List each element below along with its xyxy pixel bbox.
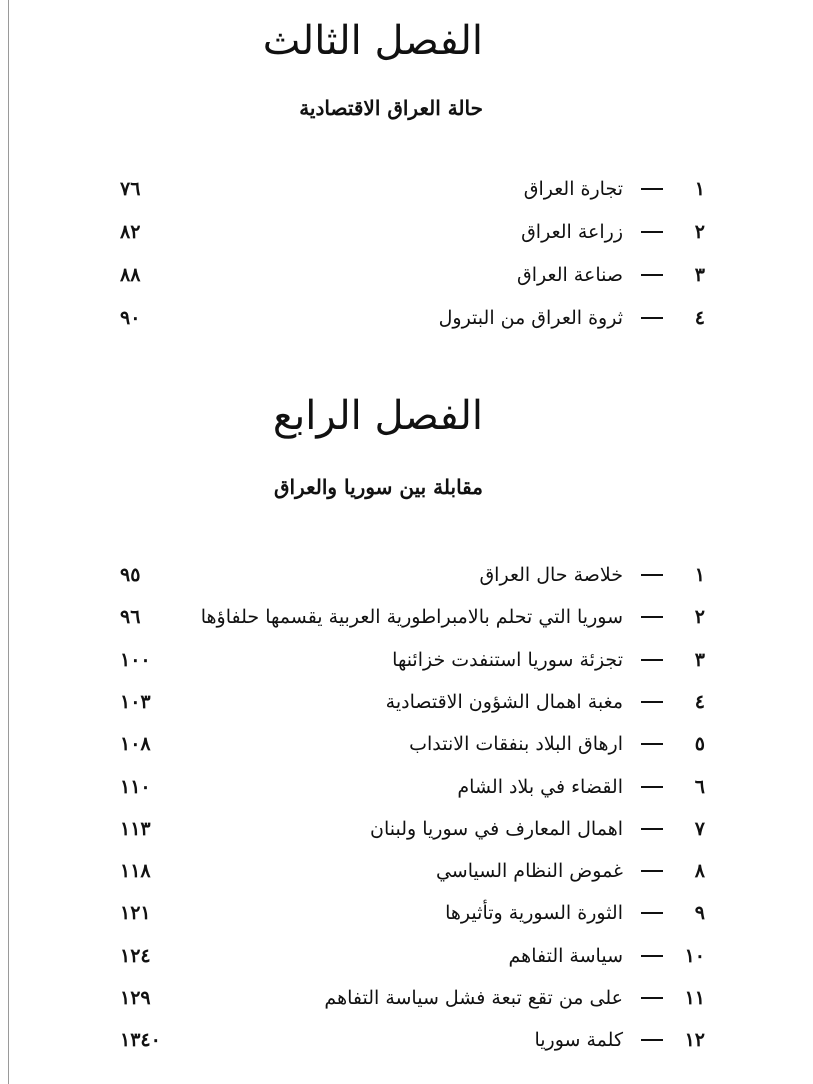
toc-entry-number: ١ <box>694 178 705 200</box>
toc-entry-page: ٧٦ <box>120 178 141 200</box>
toc-entry-title: الثورة السورية وتأثيرها <box>445 902 623 925</box>
toc-entry-number: ١٠ <box>684 944 705 967</box>
toc-row <box>120 560 705 590</box>
toc-entry-title: تجارة العراق <box>523 178 623 200</box>
chapter4-subtitle: مقابلة بين سوريا والعراق <box>273 475 483 499</box>
toc-dash <box>641 1039 663 1041</box>
toc-entry-number: ١١ <box>684 987 705 1009</box>
toc-dash <box>641 574 663 576</box>
toc-entry-number: ٦ <box>694 775 705 798</box>
toc-dash <box>641 743 663 745</box>
toc-entry-title: القضاء في بلاد الشام <box>457 775 623 798</box>
toc-dash <box>641 997 663 999</box>
toc-dash <box>641 912 663 914</box>
toc-entry-number: ٩ <box>694 902 705 925</box>
toc-entry-page: ٩٠ <box>120 307 141 329</box>
toc-dash <box>641 317 663 319</box>
toc-entry-page: ١٠٣ <box>120 690 151 713</box>
toc-dash <box>641 828 663 830</box>
toc-entry-title: خلاصة حال العراق <box>479 564 623 586</box>
toc-dash <box>641 955 663 957</box>
toc-entry-title: ثروة العراق من البترول <box>438 307 623 329</box>
toc-row <box>120 772 705 802</box>
toc-entry-title: تجزئة سوريا استنفدت خزائنها <box>392 648 623 671</box>
toc-entry-title: صناعة العراق <box>517 264 623 286</box>
toc-entry-number: ١ <box>694 564 705 586</box>
toc-row <box>120 260 705 290</box>
toc-dash <box>641 188 663 190</box>
toc-entry-title: كلمة سوريا <box>534 1029 623 1052</box>
toc-entry-page: ١١٠ <box>120 775 151 798</box>
chapter3-subtitle: حالة العراق الاقتصادية <box>299 96 483 120</box>
toc-entry-title: مغبة اهمال الشؤون الاقتصادية <box>385 690 623 713</box>
chapter4-title: الفصل الرابع <box>272 393 483 439</box>
toc-entry-number: ٥ <box>694 733 705 756</box>
toc-entry-title: اهمال المعارف في سوريا ولبنان <box>370 817 623 840</box>
toc-entry-number: ٣ <box>694 648 705 671</box>
toc-entry-title: سياسة التفاهم <box>508 944 623 967</box>
toc-entry-page: ٩٦ <box>120 606 141 629</box>
toc-entry-number: ٨ <box>694 860 705 883</box>
toc-entry-page: ١٠٠ <box>120 648 151 671</box>
toc-dash <box>641 659 663 661</box>
toc-row <box>120 174 705 204</box>
toc-entry-number: ٤ <box>694 307 705 329</box>
toc-entry-number: ٢ <box>694 606 705 629</box>
chapter3-title: الفصل الثالث <box>262 18 483 64</box>
toc-dash <box>641 231 663 233</box>
toc-row <box>120 1025 705 1055</box>
page-edge-line <box>8 0 9 1084</box>
toc-entry-page: ١٢٤ <box>120 944 151 967</box>
toc-entry-page: ٩٥ <box>120 564 141 586</box>
toc-dash <box>641 786 663 788</box>
toc-entry-page: ٨٨ <box>120 264 141 286</box>
toc-dash <box>641 870 663 872</box>
toc-row <box>120 729 705 759</box>
toc-dash <box>641 701 663 703</box>
toc-row <box>120 217 705 247</box>
toc-row <box>120 983 705 1013</box>
toc-entry-title: غموض النظام السياسي <box>435 860 623 883</box>
toc-entry-title: سوريا التي تحلم بالامبراطورية العربية يقسمها حلفاؤها <box>200 606 623 629</box>
toc-entry-page: ١٠٨ <box>120 733 151 756</box>
toc-entry-page: ٨٢ <box>120 221 141 243</box>
toc-row <box>120 898 705 928</box>
toc-entry-page: ١٢٩ <box>120 987 151 1009</box>
toc-entry-number: ٤ <box>694 690 705 713</box>
toc-dash <box>641 616 663 618</box>
toc-row <box>120 602 705 632</box>
toc-row <box>120 687 705 717</box>
toc-entry-page: ١١٣ <box>120 817 151 840</box>
toc-entry-number: ١٢ <box>684 1029 705 1052</box>
toc-dash <box>641 274 663 276</box>
toc-entry-number: ٣ <box>694 264 705 286</box>
toc-entry-title: على من تقع تبعة فشل سياسة التفاهم <box>324 987 623 1009</box>
toc-entry-number: ٧ <box>694 817 705 840</box>
toc-entry-title: ارهاق البلاد بنفقات الانتداب <box>409 733 623 756</box>
toc-entry-page: ١٢١ <box>120 902 151 925</box>
toc-entry-title: زراعة العراق <box>521 221 623 243</box>
toc-row <box>120 645 705 675</box>
toc-row <box>120 941 705 971</box>
toc-row <box>120 814 705 844</box>
toc-row <box>120 856 705 886</box>
toc-entry-number: ٢ <box>694 221 705 243</box>
toc-entry-page: ١٣٤٠ <box>120 1029 161 1052</box>
toc-row <box>120 303 705 333</box>
toc-entry-page: ١١٨ <box>120 860 151 883</box>
